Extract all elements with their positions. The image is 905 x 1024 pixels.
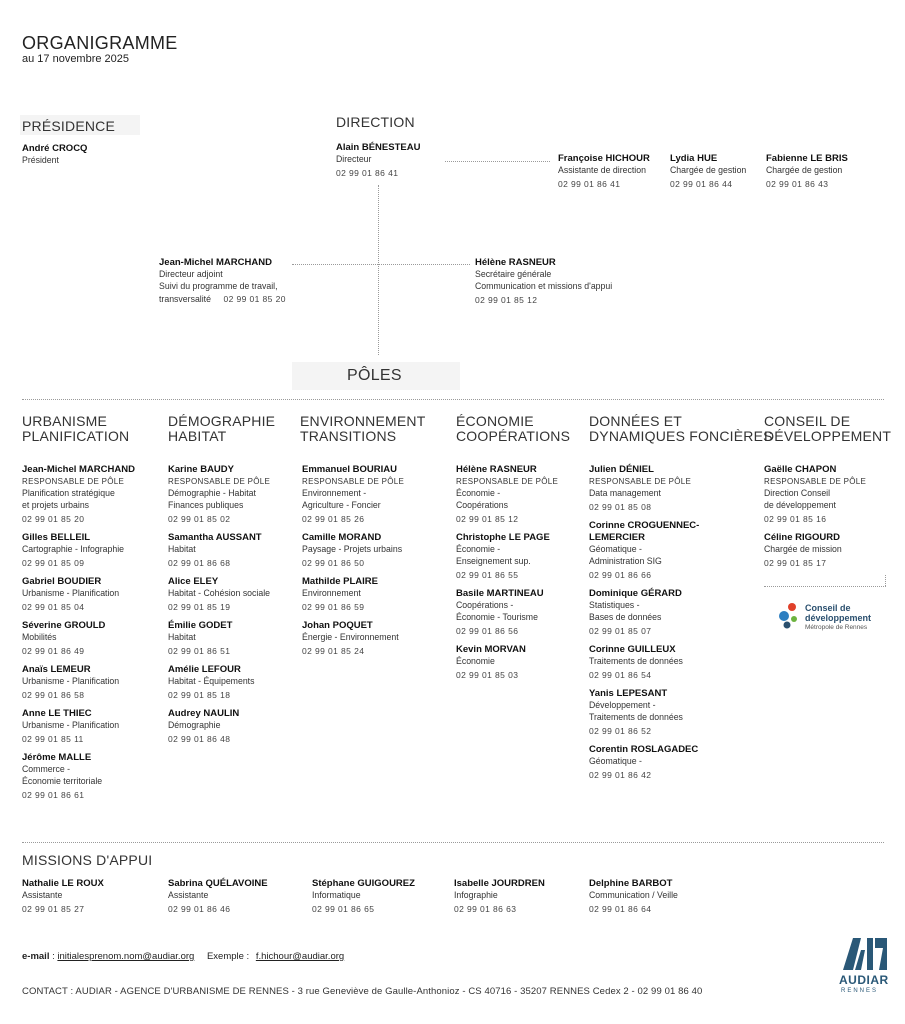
- person-name: Anaïs LEMEUR: [22, 664, 91, 675]
- person-role: Géomatique -: [589, 756, 642, 767]
- audiar-logo-icon: [839, 936, 889, 970]
- person-role: Traitements de données: [589, 656, 683, 667]
- pole-person-card: [456, 532, 558, 581]
- pole-title-line: COOPÉRATIONS: [456, 428, 571, 444]
- conseil-logo-line: développement: [805, 613, 872, 623]
- pole-person-card: [764, 464, 866, 525]
- pole-person-card: [302, 620, 411, 657]
- pole-responsible-label: RESPONSABLE DE PÔLE: [168, 477, 271, 486]
- person-role: Géomatique - Administration SIG: [589, 544, 662, 567]
- email-label: e-mail: [22, 951, 50, 962]
- mission-card: [22, 878, 104, 915]
- person-role: Assistante: [168, 890, 209, 901]
- person-role: Suivi du programme de travail,: [159, 281, 278, 292]
- person-phone: 02 99 01 85 20: [22, 514, 85, 524]
- poles-title: PÔLES: [347, 367, 402, 384]
- person-role: Habitat - Équipements: [168, 676, 255, 687]
- person-phone: 02 99 01 86 64: [589, 904, 652, 914]
- person-role: Économie: [456, 656, 495, 667]
- person-role: Planification stratégique et projets urbains: [22, 488, 115, 511]
- mission-card: [312, 878, 415, 915]
- person-name: Gaëlle CHAPON: [764, 464, 837, 475]
- person-name: Jean-Michel MARCHAND: [22, 464, 135, 475]
- connector-line: [292, 264, 470, 265]
- person-phone: 02 99 01 85 11: [22, 734, 84, 744]
- person-phone: 02 99 01 86 68: [168, 558, 231, 568]
- pole-person-card: [168, 664, 279, 701]
- audiar-logo: [838, 936, 890, 1002]
- person-phone: 02 99 01 86 63: [454, 904, 517, 914]
- assistant-card: [670, 153, 753, 190]
- pole-people-list: [764, 464, 866, 569]
- page-title: ORGANIGRAMME: [22, 33, 178, 53]
- person-role: Démographie: [168, 720, 221, 731]
- pole-person-card: [456, 588, 558, 637]
- person-role: Data management: [589, 488, 661, 499]
- person-role: Économie - Coopérations: [456, 488, 508, 511]
- pole-people-list: [168, 464, 279, 745]
- pole-person-card: [168, 620, 279, 657]
- conseil-logo: [776, 602, 876, 636]
- person-phone: 02 99 01 86 41: [336, 168, 399, 178]
- person-role: Urbanisme - Planification: [22, 720, 120, 731]
- person-name: Gilles BELLEIL: [22, 532, 91, 543]
- president-card: [22, 143, 87, 167]
- person-name: Mathilde PLAIRE: [302, 576, 379, 587]
- person-name: Karine BAUDY: [168, 464, 234, 475]
- person-name: Jérôme MALLE: [22, 752, 92, 763]
- person-name: Nathalie LE ROUX: [22, 878, 104, 889]
- person-name: Alice ELEY: [168, 576, 219, 587]
- person-name: Stéphane GUIGOUREZ: [312, 878, 415, 889]
- pole-responsible-label: RESPONSABLE DE PÔLE: [764, 477, 867, 486]
- audiar-logo-sub: RENNES: [841, 988, 879, 994]
- person-role: Environnement: [302, 588, 361, 599]
- person-phone: 02 99 01 85 16: [764, 514, 827, 524]
- pole-header: [22, 414, 129, 444]
- mission-card: [589, 878, 686, 915]
- pole-person-card: [589, 464, 699, 513]
- pole-person-card: [302, 576, 411, 613]
- person-phone: 02 99 01 86 48: [168, 734, 231, 744]
- pole-people-list: [589, 464, 699, 781]
- pole-person-card: [22, 532, 135, 569]
- pole-person-card: [764, 532, 866, 569]
- conseil-logo-icon: [776, 602, 802, 632]
- person-phone: 02 99 01 86 51: [168, 646, 231, 656]
- person-name: Dominique GÉRARD: [589, 588, 682, 599]
- person-name: Christophe LE PAGE: [456, 532, 550, 543]
- person-role: Communication / Veille: [589, 890, 678, 901]
- person-role: Commerce - Économie territoriale: [22, 764, 103, 787]
- person-name: André CROCQ: [22, 143, 88, 154]
- deputy-card: [159, 257, 288, 306]
- person-name: Camille MORAND: [302, 532, 382, 543]
- person-phone: 02 99 01 86 66: [589, 570, 652, 580]
- person-role: Économie - Enseignement sup.: [456, 544, 531, 567]
- pole-title-line: URBANISME: [22, 413, 108, 429]
- pole-title-line: DONNÉES ET: [589, 413, 683, 429]
- person-phone: 02 99 01 86 65: [312, 904, 375, 914]
- page-date: au 17 novembre 2025: [22, 53, 130, 65]
- person-phone: 02 99 01 86 52: [589, 726, 652, 736]
- person-phone: 02 99 01 85 03: [456, 670, 519, 680]
- pole-title-line: DÉMOGRAPHIE: [168, 413, 276, 429]
- person-name: Audrey NAULIN: [168, 708, 240, 719]
- person-name: Lydia HUE: [670, 153, 718, 164]
- person-phone: 02 99 01 86 61: [22, 790, 85, 800]
- person-phone: 02 99 01 86 41: [558, 179, 621, 189]
- person-name: Emmanuel BOURIAU: [302, 464, 398, 475]
- pole-responsible-label: RESPONSABLE DE PÔLE: [589, 477, 692, 486]
- person-phone: 02 99 01 86 59: [302, 602, 365, 612]
- pole-people-list: [456, 464, 558, 681]
- person-name: Samantha AUSSANT: [168, 532, 262, 543]
- pole-person-card: [302, 464, 411, 525]
- person-name: Françoise HICHOUR: [558, 153, 650, 164]
- pole-person-card: [456, 464, 558, 525]
- person-role: Secrétaire générale: [475, 269, 552, 280]
- pole-header: [300, 414, 426, 444]
- audiar-logo-name: AUDIAR: [839, 973, 889, 987]
- person-name: Gabriel BOUDIER: [22, 576, 102, 587]
- person-name: Anne LE THIEC: [22, 708, 92, 719]
- person-phone: 02 99 01 86 50: [302, 558, 365, 568]
- conseil-logo-line: Métropole de Rennes: [805, 624, 868, 631]
- pole-person-card: [22, 664, 135, 701]
- person-role: Mobilités: [22, 632, 57, 643]
- person-name: Delphine BARBOT: [589, 878, 673, 889]
- conseil-divider: [885, 575, 886, 586]
- missions-divider: [22, 842, 884, 843]
- person-name: Hélène RASNEUR: [456, 464, 537, 475]
- person-name: Corinne CROGUENNEC- LEMERCIER: [589, 520, 700, 543]
- person-phone: 02 99 01 85 09: [22, 558, 85, 568]
- person-name: Sabrina QUÉLAVOINE: [168, 878, 268, 889]
- pole-title-line: DYNAMIQUES FONCIÈRES: [589, 428, 773, 444]
- person-phone: 02 99 01 85 19: [168, 602, 231, 612]
- pole-people-list: [302, 464, 411, 657]
- pole-person-card: [456, 644, 558, 681]
- person-phone: 02 99 01 86 43: [766, 179, 829, 189]
- pole-header: [589, 414, 773, 444]
- pole-person-card: [168, 464, 279, 525]
- person-role: Environnement - Agriculture - Foncier: [302, 488, 381, 511]
- person-phone: 02 99 01 85 08: [589, 502, 652, 512]
- person-name: Hélène RASNEUR: [475, 257, 556, 268]
- person-name: Émilie GODET: [168, 620, 233, 631]
- direction-title: DIRECTION: [336, 114, 415, 130]
- person-role: Directeur adjoint: [159, 269, 223, 280]
- person-name: Isabelle JOURDREN: [454, 878, 545, 889]
- person-phone: 02 99 01 86 58: [22, 690, 85, 700]
- email-pattern-link[interactable]: initialesprenom.nom@audiar.org: [57, 951, 195, 962]
- pole-person-card: [22, 620, 135, 657]
- pole-person-card: [22, 464, 135, 525]
- person-role: Urbanisme - Planification: [22, 588, 120, 599]
- pole-person-card: [168, 708, 279, 745]
- pole-person-card: [589, 520, 699, 581]
- person-phone: 02 99 01 85 20: [223, 294, 286, 304]
- pole-person-card: [589, 644, 699, 681]
- pole-people-list: [22, 464, 135, 801]
- secretary-card: [475, 257, 624, 306]
- person-phone: 02 99 01 85 17: [764, 558, 827, 568]
- person-role: Coopérations - Économie - Tourisme: [456, 600, 538, 623]
- person-role: Président: [22, 155, 59, 166]
- conseil-divider: [764, 586, 886, 587]
- person-role: Chargée de gestion: [766, 165, 843, 176]
- person-phone: 02 99 01 86 49: [22, 646, 85, 656]
- person-phone: 02 99 01 86 56: [456, 626, 519, 636]
- mission-card: [168, 878, 268, 915]
- conseil-logo-line: Conseil de: [805, 603, 851, 613]
- pole-title-line: CONSEIL DE: [764, 413, 851, 429]
- pole-person-card: [22, 576, 135, 613]
- person-role: Cartographie - Infographie: [22, 544, 125, 555]
- pole-header: [168, 414, 275, 444]
- person-name: Corinne GUILLEUX: [589, 644, 676, 655]
- person-phone: 02 99 01 85 07: [589, 626, 652, 636]
- person-role: Habitat - Cohésion sociale: [168, 588, 271, 599]
- pole-person-card: [302, 532, 411, 569]
- person-name: Yanis LEPESANT: [589, 688, 668, 699]
- mission-card: [454, 878, 545, 915]
- person-name: Corentin ROSLAGADEC: [589, 744, 699, 755]
- connector-line: [445, 161, 550, 162]
- pole-person-card: [168, 532, 279, 569]
- person-phone: 02 99 01 85 18: [168, 690, 231, 700]
- pole-title-line: DÉVELOPPEMENT: [764, 428, 892, 444]
- person-role: Paysage - Projets urbains: [302, 544, 403, 555]
- person-name: Jean-Michel MARCHAND: [159, 257, 272, 268]
- pole-responsible-label: RESPONSABLE DE PÔLE: [22, 477, 125, 486]
- person-name: Alain BÉNESTEAU: [336, 142, 421, 153]
- person-role: Développement - Traitements de données: [589, 700, 683, 723]
- connector-line: [378, 185, 379, 355]
- person-role: Démographie - Habitat Finances publiques: [168, 488, 256, 511]
- example-label: Exemple :: [206, 951, 250, 962]
- person-role: Assistante de direction: [558, 165, 646, 176]
- director-card: [336, 142, 420, 179]
- person-role: Habitat: [168, 544, 196, 555]
- poles-divider: [22, 399, 884, 400]
- person-name: Basile MARTINEAU: [456, 588, 544, 599]
- person-phone: 02 99 01 86 46: [168, 904, 231, 914]
- person-role: Urbanisme - Planification: [22, 676, 120, 687]
- person-role: Assistante: [22, 890, 63, 901]
- pole-title-line: TRANSITIONS: [300, 428, 397, 444]
- pole-header: [456, 414, 570, 444]
- person-role: Directeur: [336, 154, 372, 165]
- person-phone: 02 99 01 85 27: [22, 904, 85, 914]
- person-phone: 02 99 01 86 54: [589, 670, 652, 680]
- person-role: Statistiques - Bases de données: [589, 600, 662, 623]
- contact-line: CONTACT : AUDIAR - AGENCE D'URBANISME DE RENNES - 3 rue Geneviève de Gaulle-Anthonioz - CS 40716 - 35207 RENNES Cedex 2 - 02 99 01 86 40: [22, 986, 703, 997]
- person-name: Fabienne LE BRIS: [766, 153, 848, 164]
- pole-person-card: [22, 752, 135, 801]
- pole-title-line: ÉCONOMIE: [456, 413, 534, 429]
- person-name: Kevin MORVAN: [456, 644, 526, 655]
- presidence-title: PRÉSIDENCE: [22, 118, 116, 134]
- email-separator: :: [49, 951, 58, 962]
- person-name: Séverine GROULD: [22, 620, 106, 631]
- person-role: Chargée de gestion: [670, 165, 747, 176]
- pole-person-card: [22, 708, 135, 745]
- person-phone: 02 99 01 86 44: [670, 179, 733, 189]
- pole-responsible-label: RESPONSABLE DE PÔLE: [302, 477, 405, 486]
- person-role: Direction Conseil de développement: [764, 488, 836, 511]
- person-phone: 02 99 01 85 04: [22, 602, 85, 612]
- pole-person-card: [589, 744, 699, 781]
- person-phone: 02 99 01 86 55: [456, 570, 519, 580]
- pole-person-card: [168, 576, 279, 613]
- person-role: Communication et missions d'appui: [475, 281, 613, 292]
- person-phone: 02 99 01 85 12: [475, 295, 538, 305]
- person-role: Énergie - Environnement: [302, 632, 399, 643]
- email-line: [22, 951, 344, 962]
- person-role: Habitat: [168, 632, 196, 643]
- person-phone: 02 99 01 85 24: [302, 646, 365, 656]
- person-name: Céline RIGOURD: [764, 532, 841, 543]
- person-role: Chargée de mission: [764, 544, 842, 555]
- pole-title-line: ENVIRONNEMENT: [300, 413, 426, 429]
- person-phone: 02 99 01 85 26: [302, 514, 365, 524]
- person-name: Amélie LEFOUR: [168, 664, 241, 675]
- person-role: Infographie: [454, 890, 498, 901]
- assistant-card: [558, 153, 654, 190]
- pole-person-card: [589, 688, 699, 737]
- assistant-card: [766, 153, 849, 190]
- person-name: Julien DÉNIEL: [589, 464, 654, 475]
- person-phone: 02 99 01 85 12: [456, 514, 519, 524]
- pole-person-card: [589, 588, 699, 637]
- pole-responsible-label: RESPONSABLE DE PÔLE: [456, 477, 559, 486]
- person-phone: 02 99 01 85 02: [168, 514, 231, 524]
- example-email-link[interactable]: f.hichour@audiar.org: [255, 951, 345, 962]
- missions-title: MISSIONS D'APPUI: [22, 852, 153, 868]
- person-role: Informatique: [312, 890, 361, 901]
- person-name: Johan POQUET: [302, 620, 373, 631]
- pole-title-line: PLANIFICATION: [22, 428, 130, 444]
- person-role: transversalité: [159, 294, 211, 305]
- person-phone: 02 99 01 86 42: [589, 770, 652, 780]
- pole-title-line: HABITAT: [168, 428, 227, 444]
- pole-header: [764, 414, 891, 444]
